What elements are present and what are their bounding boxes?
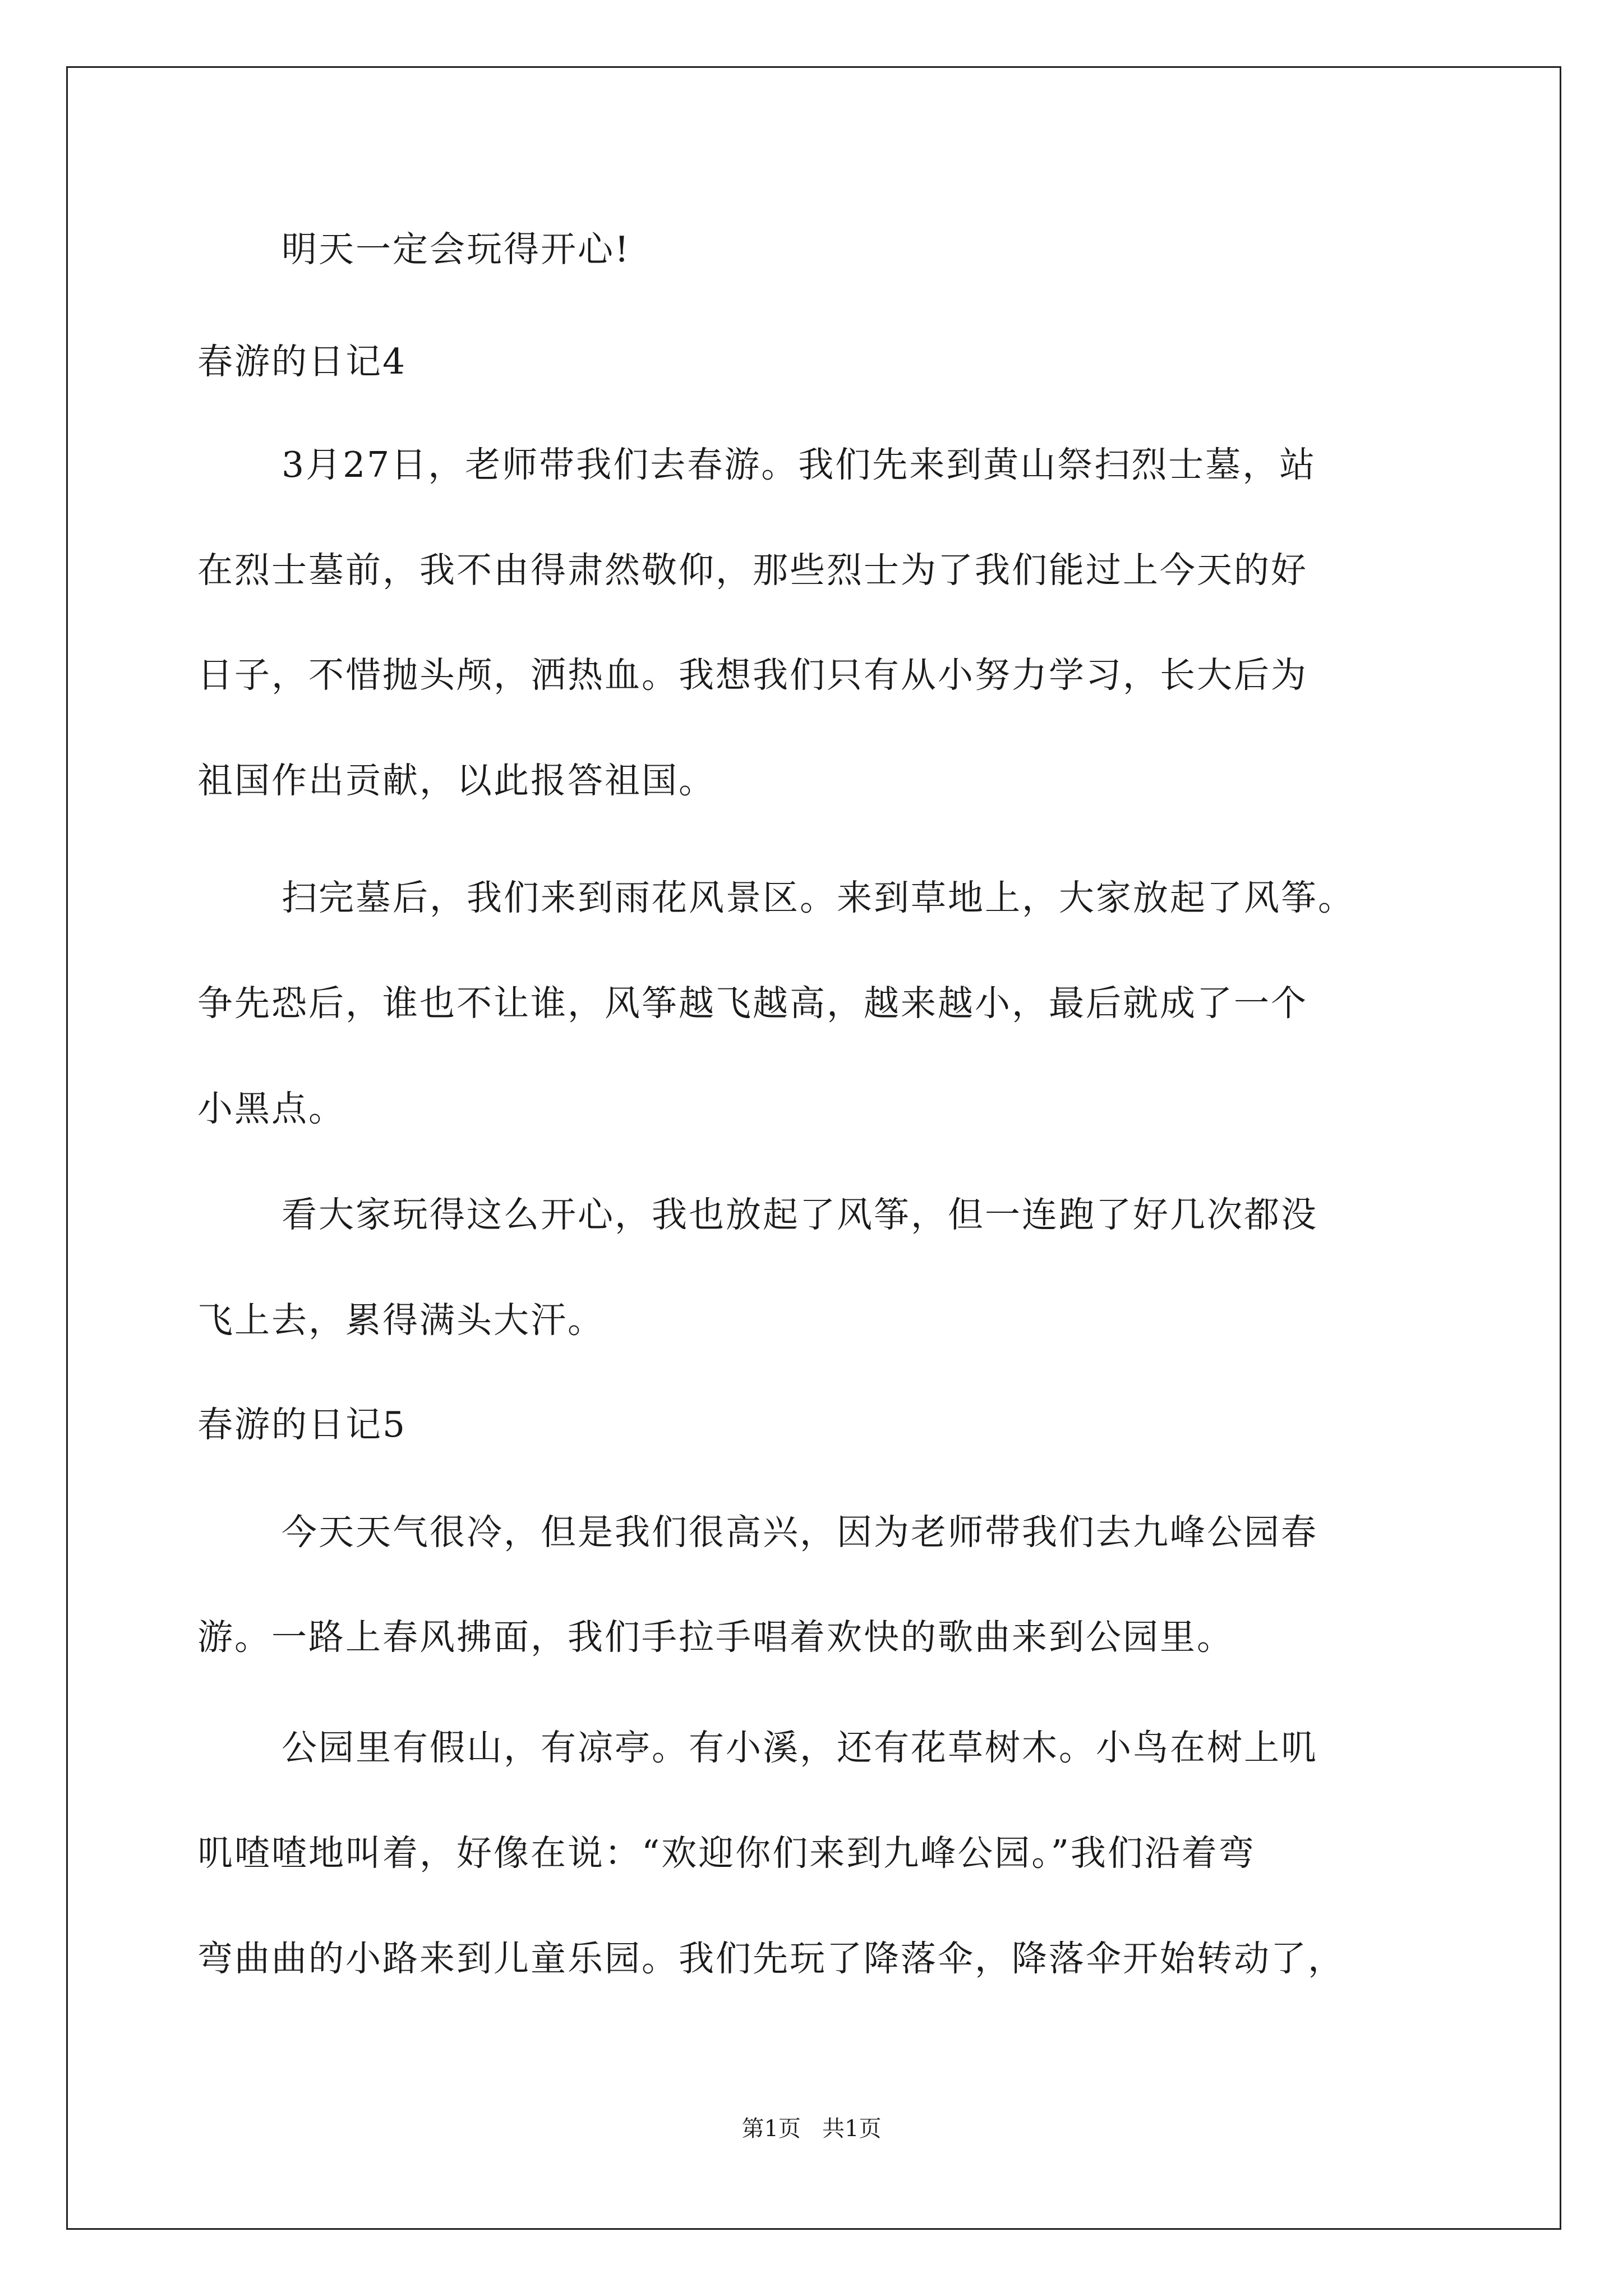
text-line: 扫完墓后，我们来到雨花风景区。来到草地上，大家放起了风筝。 (282, 877, 1355, 918)
section-heading: 春游的日记4 (197, 341, 407, 382)
text-line: 弯曲曲的小路来到儿童乐园。我们先玩了降落伞，降落伞开始转动了， (197, 1938, 1345, 1979)
page-footer: 第1页 共1页 (741, 2116, 882, 2142)
text-line: 在烈士墓前，我不由得肃然敬仰，那些烈士为了我们能过上今天的好 (197, 550, 1308, 591)
text-line: 叽喳喳地叫着，好像在说：“欢迎你们来到九峰公园。”我们沿着弯 (197, 1833, 1256, 1874)
text-line: 看大家玩得这么开心，我也放起了风筝，但一连跑了好几次都没 (282, 1194, 1318, 1235)
text-line: 3月27日，老师带我们去春游。我们先来到黄山祭扫烈士墓，站 (282, 444, 1317, 485)
text-line: 祖国作出贡献，以此报答祖国。 (197, 760, 716, 801)
text-line: 今天天气很冷，但是我们很高兴，因为老师带我们去九峰公园春 (282, 1512, 1318, 1553)
text-line: 争先恐后，谁也不让谁，风筝越飞越高，越来越小，最后就成了一个 (197, 983, 1308, 1024)
page-border (66, 66, 1561, 2230)
text-line: 公园里有假山，有凉亭。有小溪，还有花草树木。小鸟在树上叽 (282, 1727, 1318, 1768)
text-line: 游。一路上春风拂面，我们手拉手唱着欢快的歌曲来到公园里。 (197, 1617, 1234, 1658)
text-line: 小黑点。 (197, 1088, 345, 1129)
section-heading: 春游的日记5 (197, 1404, 407, 1445)
text-line: 日子，不惜抛头颅，洒热血。我想我们只有从小努力学习，长大后为 (197, 655, 1308, 696)
text-line: 飞上去，累得满头大汗。 (197, 1300, 605, 1341)
text-line: 明天一定会玩得开心! (282, 229, 631, 270)
